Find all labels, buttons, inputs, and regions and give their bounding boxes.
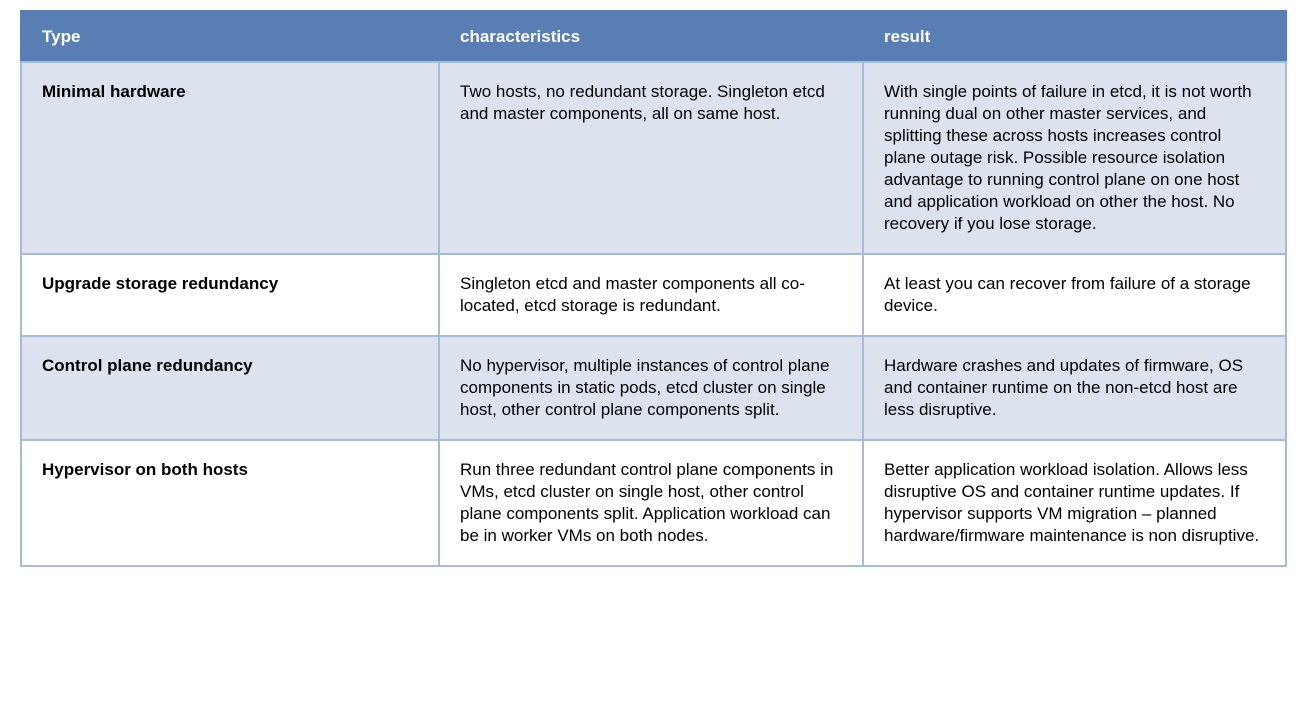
cell-type: Upgrade storage redundancy [21, 254, 439, 336]
table-row [21, 440, 1286, 566]
column-header-result: result [863, 11, 1286, 62]
cell-characteristics: Run three redundant control plane components in VMs, etcd cluster on single host, other control plane components split. Application workload can be in worker VMs on both nodes. [439, 440, 863, 566]
cell-type: Minimal hardware [21, 62, 439, 254]
header-row [21, 11, 1286, 62]
table-row [21, 336, 1286, 440]
table-row [21, 62, 1286, 254]
column-header-characteristics: characteristics [439, 11, 863, 62]
cell-type: Hypervisor on both hosts [21, 440, 439, 566]
cell-result: With single points of failure in etcd, it is not worth running dual on other master services, and splitting these across hosts increases control plane outage risk. Possible resource isolation advantage to running control plane on one host and application workload on other the host. No recovery if you lose storage. [863, 62, 1286, 254]
cell-result: Hardware crashes and updates of firmware, OS and container runtime on the non-etcd host are less disruptive. [863, 336, 1286, 440]
comparison-table [20, 10, 1287, 567]
cell-type: Control plane redundancy [21, 336, 439, 440]
cell-characteristics: Singleton etcd and master components all co-located, etcd storage is redundant. [439, 254, 863, 336]
cell-characteristics: No hypervisor, multiple instances of control plane components in static pods, etcd cluster on single host, other control plane components split. [439, 336, 863, 440]
table-row [21, 254, 1286, 336]
column-header-type: Type [21, 11, 439, 62]
cell-result: Better application workload isolation. Allows less disruptive OS and container runtime updates. If hypervisor supports VM migration – planned hardware/firmware maintenance is non disruptive. [863, 440, 1286, 566]
cell-result: At least you can recover from failure of a storage device. [863, 254, 1286, 336]
cell-characteristics: Two hosts, no redundant storage. Singleton etcd and master components, all on same host. [439, 62, 863, 254]
